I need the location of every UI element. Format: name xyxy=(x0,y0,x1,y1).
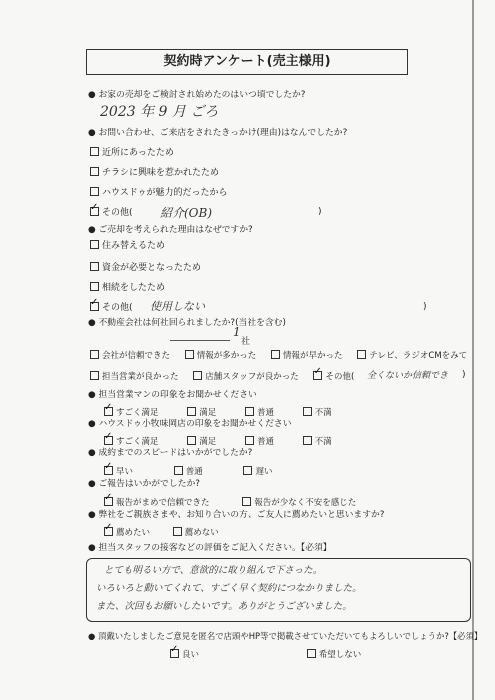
q5-option-tv-radio[interactable]: テレビ、ラジオCMをみて xyxy=(357,351,467,361)
q6-question: ● 担当営業マンの印象をお聞かせください xyxy=(88,390,257,400)
q2-option-other[interactable]: ✓その他( xyxy=(90,207,133,219)
checkbox[interactable] xyxy=(90,350,99,359)
q8-option-1[interactable]: ✓早い xyxy=(104,467,133,477)
checkbox[interactable] xyxy=(193,371,202,380)
checkbox[interactable] xyxy=(243,466,252,475)
checkbox[interactable] xyxy=(185,350,194,359)
q8-options xyxy=(104,465,284,477)
checkbox[interactable] xyxy=(90,371,99,380)
q7-options xyxy=(104,435,344,447)
checkbox[interactable] xyxy=(90,282,99,291)
q1-answer: 2023 年 9 月 ごろ xyxy=(100,104,219,120)
q4-count: 1 xyxy=(233,325,241,339)
q3-close-paren: ) xyxy=(423,302,427,312)
q3-option-other[interactable]: ✓その他( xyxy=(90,302,133,314)
q12-options xyxy=(170,648,373,660)
q7-question: ● ハウスドゥ小牧味岡店の印象をお聞かせください xyxy=(88,419,292,429)
checkbox[interactable] xyxy=(242,497,251,506)
q6-option-3[interactable]: 普通 xyxy=(245,408,274,418)
q10-option-1[interactable]: ✓薦めたい xyxy=(104,528,150,538)
comment-line-3: また、次回もお願いしたいです。ありがとうございました。 xyxy=(96,601,352,612)
q2-other-answer: 紹介(OB) xyxy=(160,206,213,220)
q5-option-staff[interactable]: 店舗スタッフが良かった xyxy=(193,372,299,382)
q2-option-1[interactable]: 近所にあったため xyxy=(90,147,174,159)
q4-unit: 社 xyxy=(241,337,251,347)
checkbox-checked[interactable] xyxy=(313,371,322,380)
q10-option-2[interactable]: 薦めない xyxy=(173,528,219,538)
q2-question: ● お問い合わせ、ご来店をされたきっかけ(理由)はなんでしたか? xyxy=(88,128,348,138)
checkbox[interactable] xyxy=(357,350,366,359)
q5-other-answer: 全くないか信頼でき xyxy=(367,371,449,381)
q6-options xyxy=(104,406,344,418)
q9-option-2[interactable]: 報告が少なく不安を感じた xyxy=(242,498,356,508)
q6-option-1[interactable]: ✓すごく満足 xyxy=(104,408,159,418)
q7-option-1[interactable]: ✓すごく満足 xyxy=(104,437,159,447)
checkbox-checked[interactable] xyxy=(104,407,113,416)
q12-option-2[interactable]: 希望しない xyxy=(307,650,362,660)
q8-option-2[interactable]: 普通 xyxy=(174,467,203,477)
q5-option-info-fast[interactable]: 情報が早かった xyxy=(271,351,343,361)
checkbox[interactable] xyxy=(90,262,99,271)
q7-option-2[interactable]: 満足 xyxy=(187,437,216,447)
q4-underline xyxy=(170,340,230,341)
checkbox-checked[interactable] xyxy=(170,649,179,658)
checkbox[interactable] xyxy=(90,187,99,196)
checkbox[interactable] xyxy=(174,466,183,475)
checkbox[interactable] xyxy=(307,649,316,658)
q3-option-2[interactable]: 資金が必要となったため xyxy=(90,262,201,274)
checkbox-checked[interactable] xyxy=(104,527,113,536)
survey-title: 契約時アンケート(売主様用) xyxy=(86,49,408,75)
checkbox[interactable] xyxy=(303,407,312,416)
q5-option-info-many[interactable]: 情報が多かった xyxy=(185,351,257,361)
q12-question: ● 頂戴いたしましたご意見を匿名で店頭やHP等で掲載させていただいてもよろしいでしょうか?【必須】 xyxy=(88,631,483,641)
q5-option-company[interactable]: 会社が信頼できた xyxy=(90,351,170,361)
q6-option-2[interactable]: 満足 xyxy=(187,408,216,418)
q3-option-1[interactable]: 住み替えるため xyxy=(90,240,165,252)
checkbox[interactable] xyxy=(187,436,196,445)
q10-question: ● 弊社をご親族さまや、お知り合いの方、ご友人に薦めたいと思いますか? xyxy=(88,510,385,520)
checkbox-checked[interactable] xyxy=(104,466,113,475)
comment-line-2: いろいろと動いてくれて、すごく早く契約につなかりました。 xyxy=(96,583,362,594)
q5-close-paren: ) xyxy=(462,370,466,380)
q9-question: ● ご報告はいかがでしたか? xyxy=(88,479,200,489)
checkbox[interactable] xyxy=(303,436,312,445)
q9-options xyxy=(104,496,368,508)
q5-row-1 xyxy=(90,349,479,361)
checkbox[interactable] xyxy=(90,240,99,249)
q1-question: ● お家の売却をご検討され始めたのはいつ頃でしたか? xyxy=(88,90,306,100)
q8-question: ● 成約までのスピードはいかがでしたか? xyxy=(88,448,253,458)
checkbox[interactable] xyxy=(90,167,99,176)
q9-option-1[interactable]: ✓報告がまめで信頼できた xyxy=(104,498,210,508)
q12-option-1[interactable]: ✓良い xyxy=(170,650,199,660)
q2-option-2[interactable]: チラシに興味を惹かれたため xyxy=(90,167,219,179)
comment-line-1: とても明るい方で、意欲的に取り組んで下さった。 xyxy=(104,565,323,576)
q10-options xyxy=(104,526,231,538)
checkbox[interactable] xyxy=(173,527,182,536)
q5-option-other[interactable]: ✓ その他( xyxy=(313,372,354,382)
q3-option-3[interactable]: 相続をしたため xyxy=(90,282,165,294)
q2-option-3[interactable]: ハウスドゥが魅力的だったから xyxy=(90,187,228,199)
q11-question: ● 担当スタッフの接客などの評価をご記入ください。【必須】 xyxy=(88,543,332,553)
q8-option-3[interactable]: 遅い xyxy=(243,467,272,477)
q2-close-paren: ) xyxy=(318,207,322,217)
q6-option-4[interactable]: 不満 xyxy=(303,408,332,418)
checkbox[interactable] xyxy=(187,407,196,416)
q7-option-4[interactable]: 不満 xyxy=(303,437,332,447)
q4-question: ● 不動産会社は何社回られましたか?(当社を含む) xyxy=(88,318,286,328)
q5-row-2 xyxy=(90,370,366,382)
q5-option-sales[interactable]: 担当営業が良かった xyxy=(90,372,179,382)
checkbox-checked[interactable] xyxy=(90,302,99,311)
checkbox-checked[interactable] xyxy=(104,436,113,445)
checkbox-checked[interactable] xyxy=(90,207,99,216)
q3-other-answer: 使用しない xyxy=(150,300,205,313)
checkbox[interactable] xyxy=(90,147,99,156)
q7-option-3[interactable]: 普通 xyxy=(245,437,274,447)
checkbox-checked[interactable] xyxy=(104,497,113,506)
q3-question: ● ご売却を考えられた理由はなぜですか? xyxy=(88,225,253,235)
checkbox[interactable] xyxy=(245,436,254,445)
checkbox[interactable] xyxy=(271,350,280,359)
checkbox[interactable] xyxy=(245,407,254,416)
